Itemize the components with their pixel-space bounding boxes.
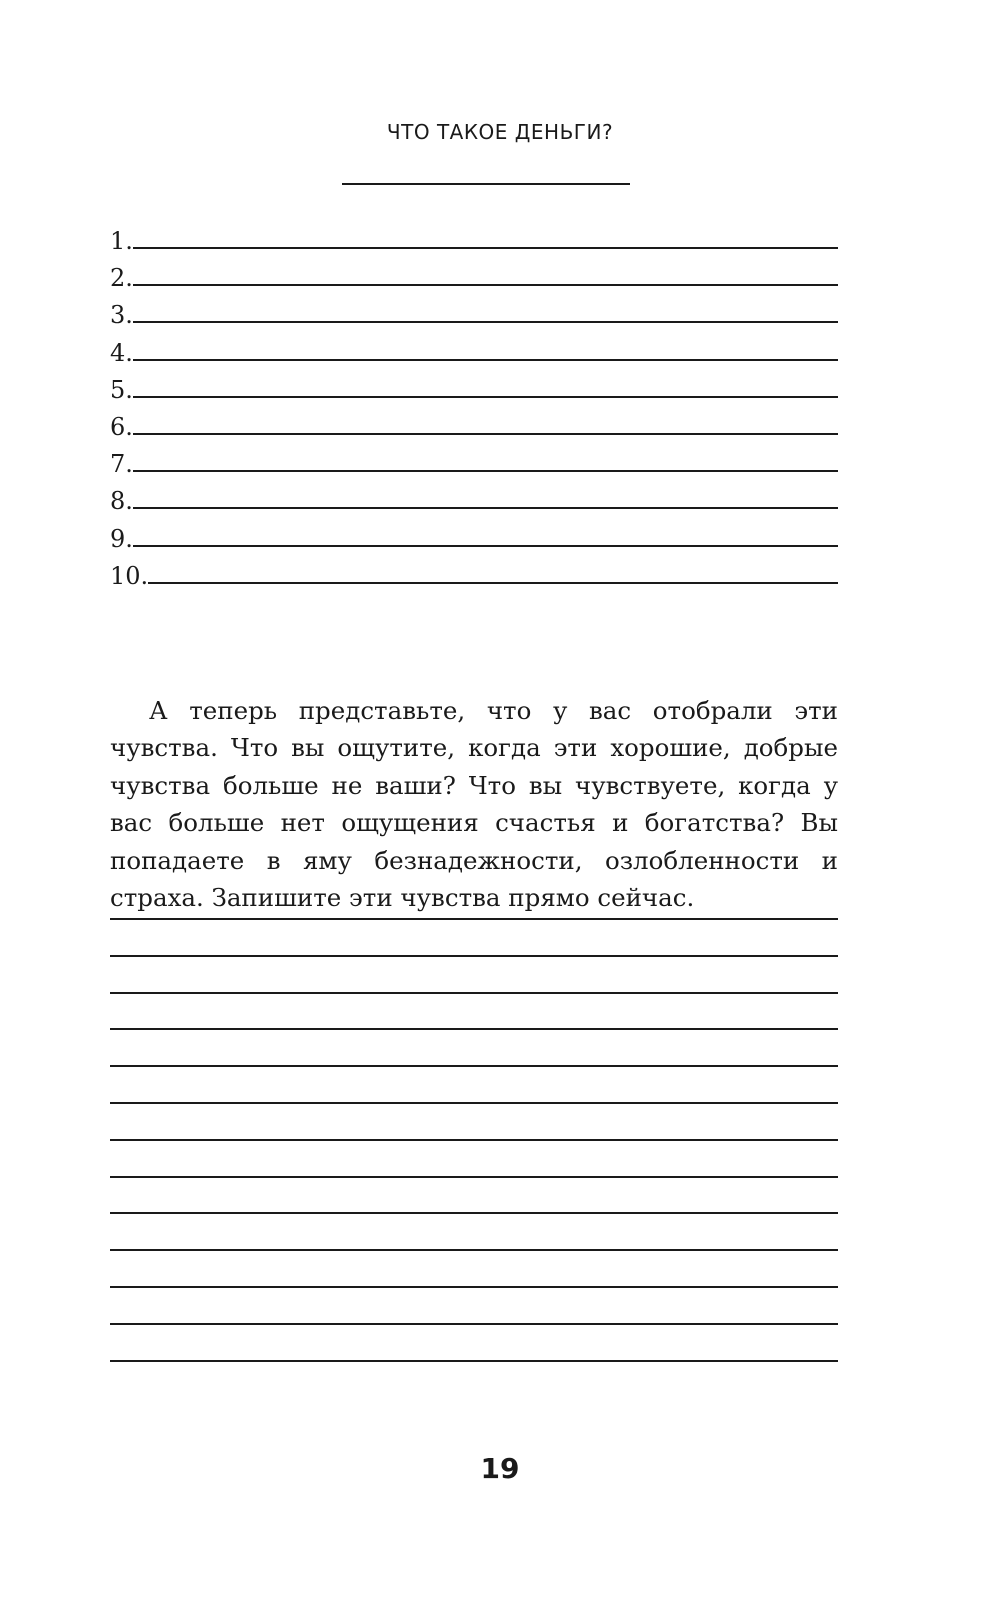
writing-line[interactable] xyxy=(110,1102,838,1104)
list-item xyxy=(110,338,838,375)
writing-line[interactable] xyxy=(110,1028,838,1030)
list-item xyxy=(110,449,838,486)
answer-blank[interactable] xyxy=(133,375,838,398)
writing-line[interactable] xyxy=(110,918,838,920)
list-item-number: 6. xyxy=(110,412,133,441)
answer-blank[interactable] xyxy=(148,561,838,584)
running-head: ЧТО ТАКОЕ ДЕНЬГИ? xyxy=(386,120,614,144)
writing-line[interactable] xyxy=(110,1323,838,1325)
list-item xyxy=(110,375,838,412)
answer-blank[interactable] xyxy=(133,300,838,323)
answer-blank[interactable] xyxy=(133,486,838,509)
list-item-number: 5. xyxy=(110,375,133,404)
list-item xyxy=(110,300,838,337)
page-number: 19 xyxy=(480,1452,520,1485)
heading-rule xyxy=(342,183,630,185)
list-item-number: 1. xyxy=(110,227,133,255)
writing-lines xyxy=(110,918,838,1396)
list-item xyxy=(110,524,838,561)
body-paragraph: А теперь представьте, что у вас отобрали эти чувства. Что вы ощутите, когда эти хорошие, добрые чувства больше не ваши? Что вы чувствуете, когда у вас больше нет ощущения счастья и богатства? Вы попадаете в яму безнадежности, озлобленности и страха. Запишите эти чувства прямо сейчас. xyxy=(110,695,838,912)
answer-blank[interactable] xyxy=(133,449,838,472)
list-item xyxy=(110,226,838,263)
list-item-number: 4. xyxy=(110,338,133,367)
writing-line[interactable] xyxy=(110,1065,838,1067)
answer-blank[interactable] xyxy=(133,226,838,249)
answer-blank[interactable] xyxy=(133,263,838,286)
writing-line[interactable] xyxy=(110,1176,838,1178)
writing-line[interactable] xyxy=(110,1249,838,1251)
list-item-number: 2. xyxy=(110,264,133,293)
answer-blank[interactable] xyxy=(133,412,838,435)
writing-line[interactable] xyxy=(110,955,838,957)
list-item xyxy=(110,561,838,598)
list-item xyxy=(110,412,838,449)
list-item xyxy=(110,263,838,300)
list-item-number: 9. xyxy=(110,524,133,553)
list-item-number: 10. xyxy=(110,561,149,590)
list-item-number: 7. xyxy=(110,450,133,479)
answer-blank[interactable] xyxy=(133,338,838,361)
list-item-number: 8. xyxy=(110,487,133,516)
writing-line[interactable] xyxy=(110,1286,838,1288)
writing-line[interactable] xyxy=(110,992,838,994)
writing-line[interactable] xyxy=(110,1212,838,1214)
numbered-answer-list xyxy=(110,226,838,598)
writing-line[interactable] xyxy=(110,1139,838,1141)
list-item-number: 3. xyxy=(110,301,133,330)
writing-line[interactable] xyxy=(110,1360,838,1362)
answer-blank[interactable] xyxy=(133,524,838,547)
list-item xyxy=(110,486,838,523)
